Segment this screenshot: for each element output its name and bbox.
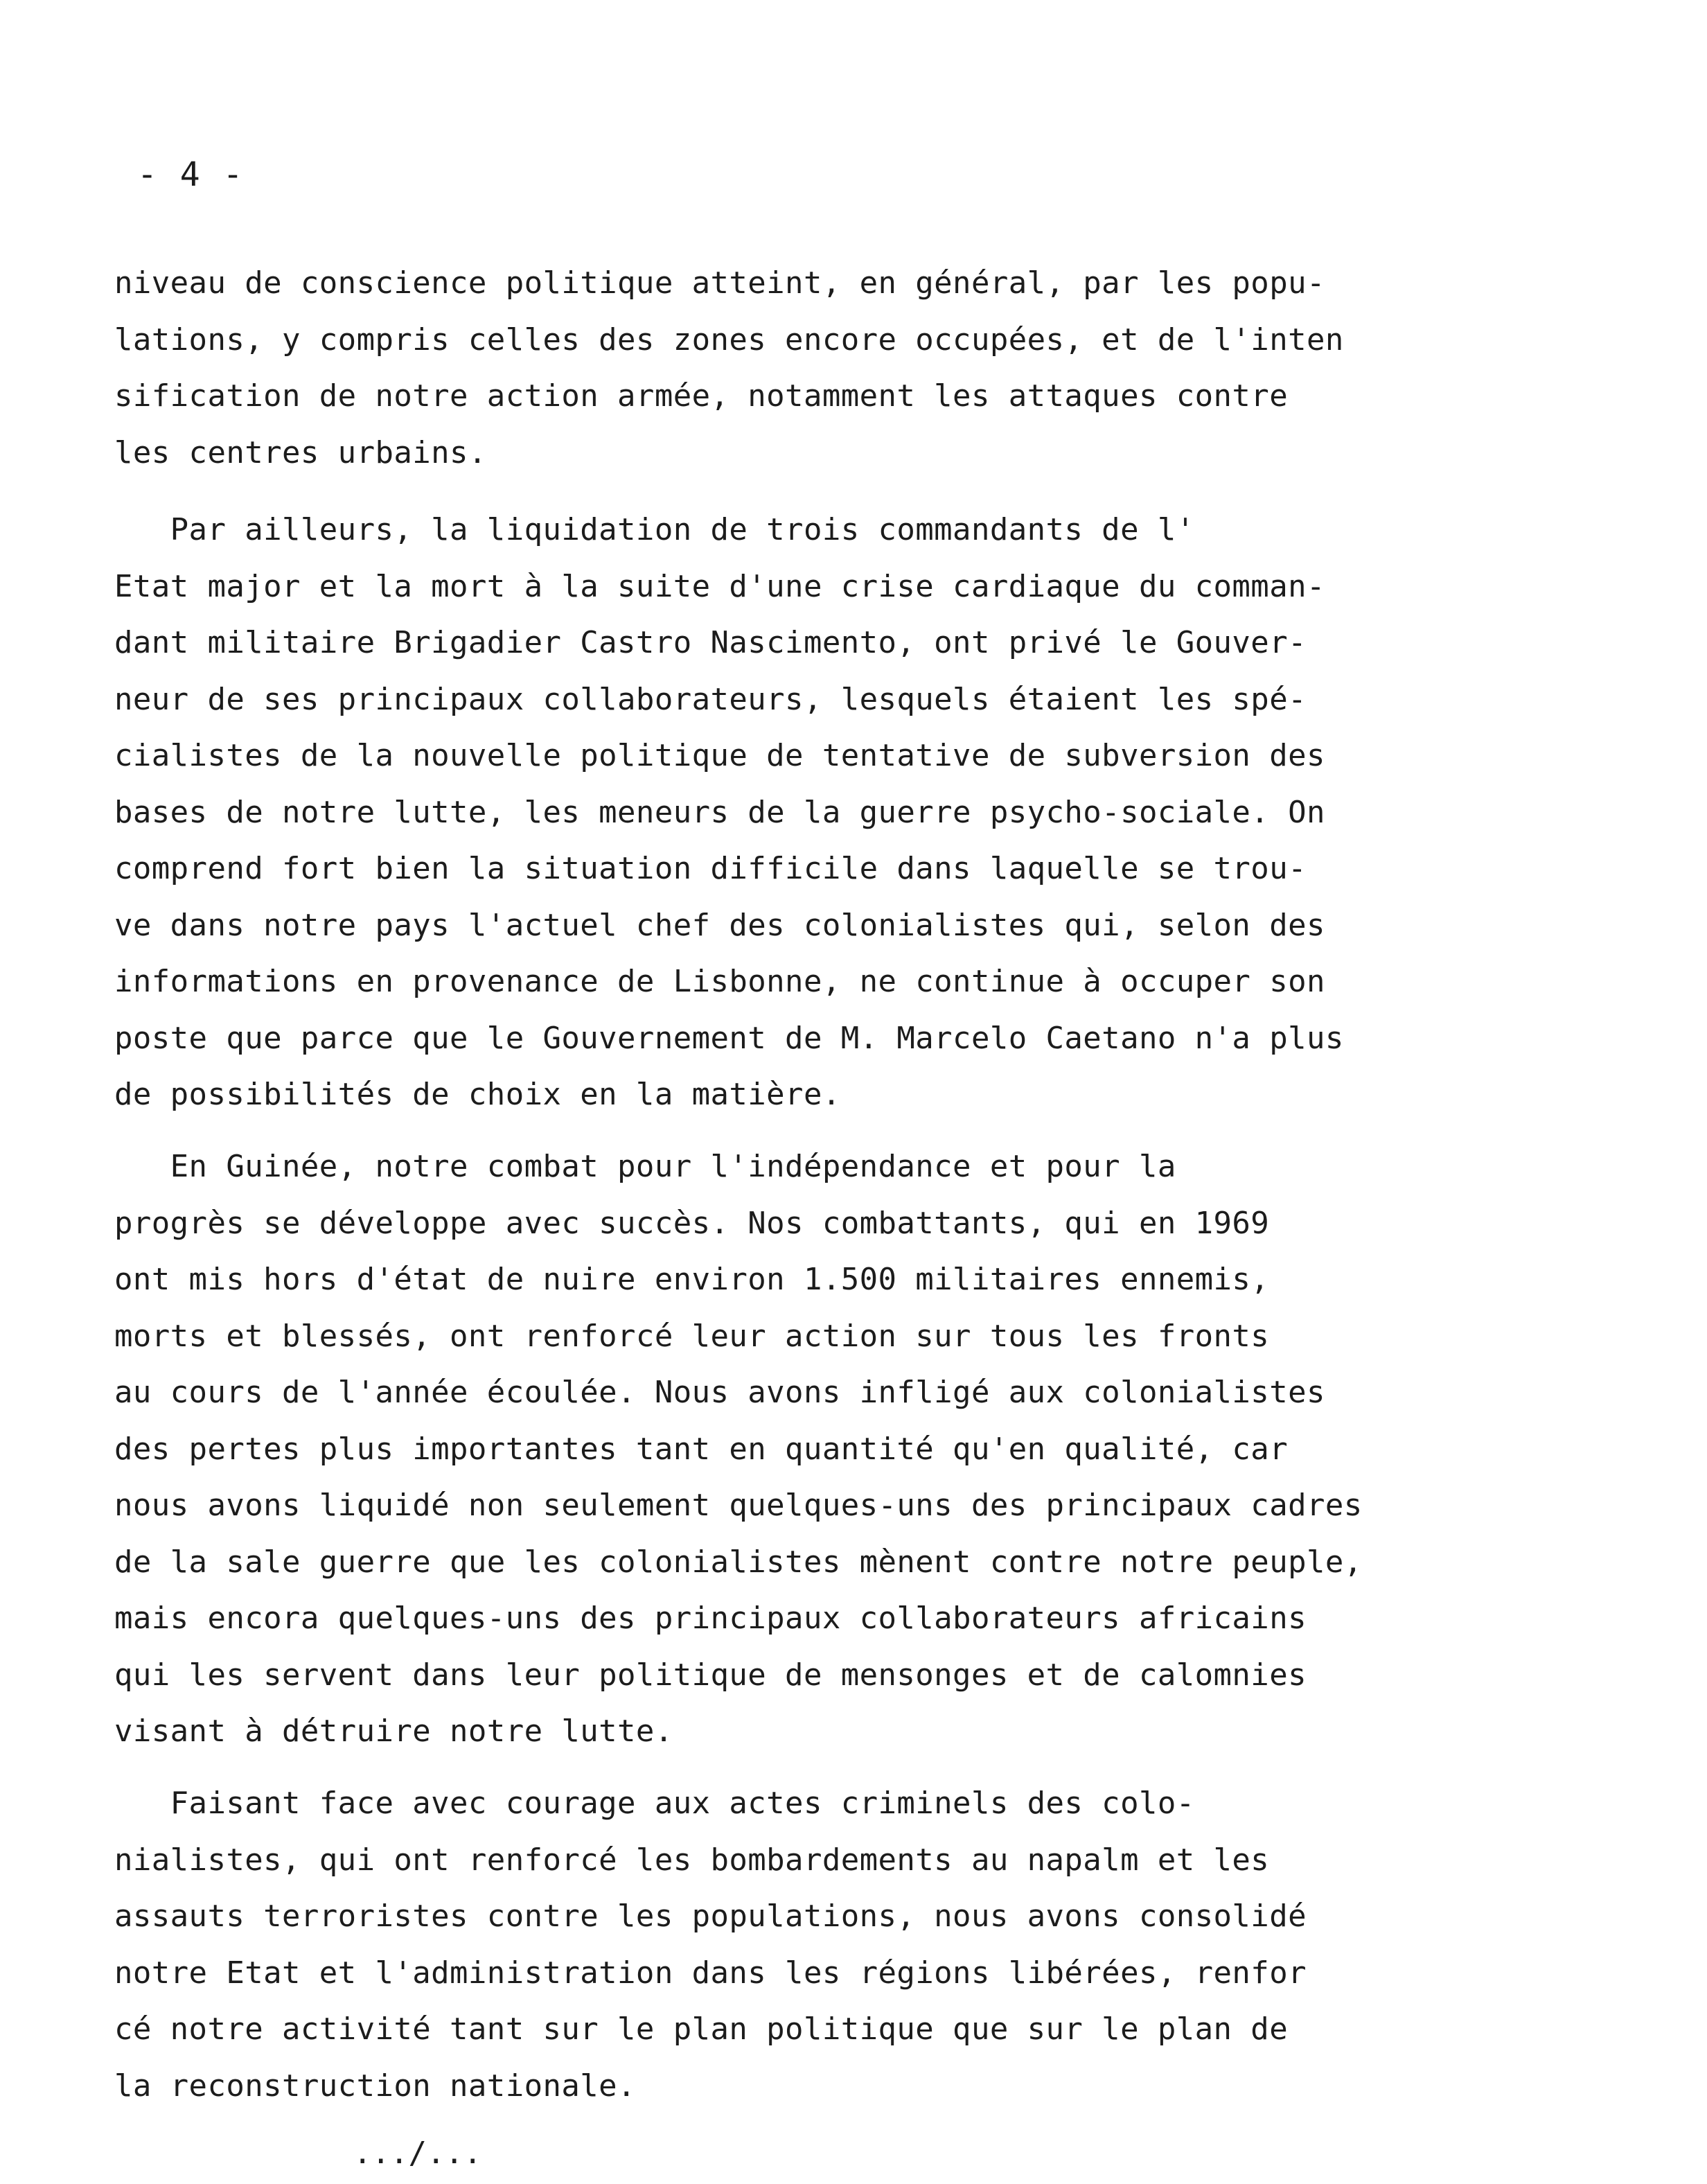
text-line: au cours de l'année écoulée. Nous avons infligé aux colonialistes (114, 1375, 1325, 1410)
text-line: informations en provenance de Lisbonne, ne continue à occuper son (114, 964, 1325, 999)
paragraph-1 (114, 255, 1472, 481)
text-line: ont mis hors d'état de nuire environ 1.500 militaires ennemis, (114, 1262, 1270, 1297)
paragraph-2 (114, 502, 1472, 1123)
text-line: niveau de conscience politique atteint, en général, par les popu- (114, 265, 1325, 301)
text-line: neur de ses principaux collaborateurs, lesquels étaient les spé- (114, 681, 1307, 717)
text-line: nialistes, qui ont renforcé les bombardements au napalm et les (114, 1842, 1270, 1878)
text-line: poste que parce que le Gouvernement de M. Marcelo Caetano n'a plus (114, 1020, 1344, 1056)
text-line: les centres urbains. (114, 434, 487, 470)
text-line: de possibilités de choix en la matière. (114, 1077, 841, 1112)
paragraph-3 (114, 1138, 1472, 1760)
text-line: visant à détruire notre lutte. (114, 1714, 673, 1749)
text-line: ve dans notre pays l'actuel chef des colonialistes qui, selon des (114, 907, 1325, 943)
continuation-mark: .../... (353, 2135, 482, 2171)
text-line: mais encora quelques-uns des principaux collaborateurs africains (114, 1601, 1307, 1636)
text-line: comprend fort bien la situation difficile dans laquelle se trou- (114, 851, 1307, 886)
text-line: progrès se développe avec succès. Nos combattants, qui en 1969 (114, 1205, 1270, 1241)
text-line: lations, y compris celles des zones encore occupées, et de l'inten (114, 322, 1344, 358)
text-line: Etat major et la mort à la suite d'une crise cardiaque du comman- (114, 568, 1325, 604)
text-line: morts et blessés, ont renforcé leur action sur tous les fronts (114, 1318, 1270, 1354)
text-line: En Guinée, notre combat pour l'indépendance et pour la (114, 1149, 1176, 1184)
text-line: de la sale guerre que les colonialistes mènent contre notre peuple, (114, 1544, 1363, 1580)
text-line: dant militaire Brigadier Castro Nascimento, ont privé le Gouver- (114, 625, 1307, 660)
text-line: Par ailleurs, la liquidation de trois commandants de l' (114, 512, 1195, 547)
text-line: nous avons liquidé non seulement quelques-uns des principaux cadres (114, 1488, 1363, 1523)
text-line: cialistes de la nouvelle politique de tentative de subversion des (114, 738, 1325, 773)
text-line: sification de notre action armée, notamment les attaques contre (114, 378, 1289, 414)
text-line: des pertes plus importantes tant en quantité qu'en qualité, car (114, 1431, 1289, 1467)
text-line: bases de notre lutte, les meneurs de la guerre psycho-sociale. On (114, 794, 1325, 830)
text-line: notre Etat et l'administration dans les régions libérées, renfor (114, 1955, 1307, 1991)
text-line: cé notre activité tant sur le plan politique que sur le plan de (114, 2011, 1289, 2047)
text-line: assauts terroristes contre les populations, nous avons consolidé (114, 1899, 1307, 1934)
paragraph-4 (114, 1775, 1472, 2114)
text-line: qui les servent dans leur politique de mensonges et de calomnies (114, 1657, 1307, 1693)
text-line: la reconstruction nationale. (114, 2068, 636, 2104)
page-number: - 4 - (137, 155, 245, 194)
text-line: Faisant face avec courage aux actes criminels des colo- (114, 1786, 1195, 1821)
